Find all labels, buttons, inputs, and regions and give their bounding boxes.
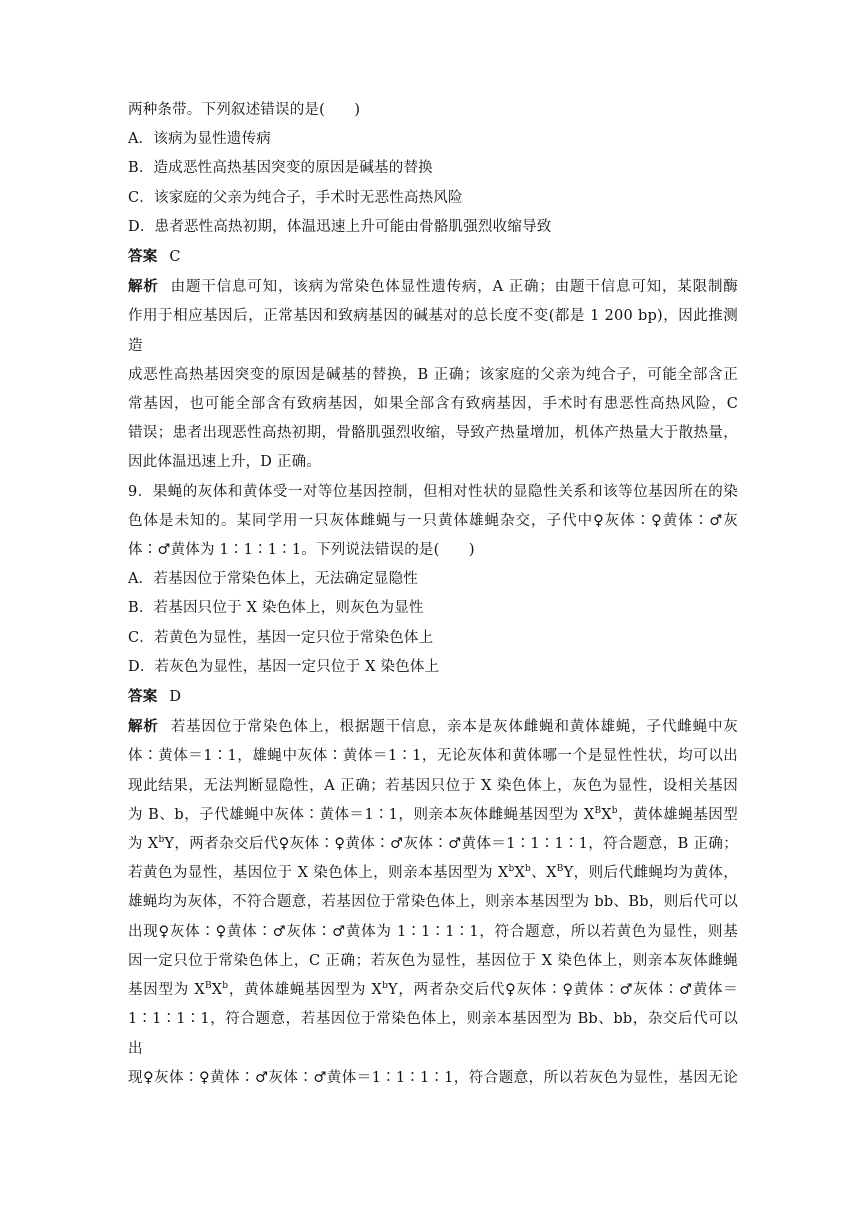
q8-answer [128,242,738,272]
q8-analysis-line-2: 作用于相应基因后，正常基因和致病基因的碱基对的总长度不变(都是 1 200 bp)，因此推测造 [128,308,738,354]
q9-stem-line-1: 9．果蝇的灰体和黄体受一对等位基因控制，但相对性状的显隐性关系和该等位基因所在的染 [128,483,738,500]
analysis-text: 若基因位于常染色体上，根据题干信息，亲本是灰体雌蝇和黄体雄蝇，子代雌蝇中灰 [170,719,738,736]
q9-analysis-line-9: 因一定只位于常染色体上，C 正确；若灰色为显性，基因位于 X 染色体上，则亲本灰体雌蝇 [128,952,738,969]
superscript: B [594,806,602,817]
q9-analysis-line-12: 现♀灰体∶♀黄体∶♂灰体∶♂黄体＝1∶1∶1∶1，符合题意，所以若灰色为显性，基因无论 [128,1069,738,1086]
q8-analysis-line-6: 因此体温迅速上升，D 正确。 [128,454,322,471]
q9-analysis-line-8: 出现♀灰体∶♀黄体∶♂灰体∶♂黄体为 1∶1∶1∶1，符合题意，所以若黄色为显性，则基 [128,923,738,940]
answer-value: D [169,689,182,706]
analysis-text: ，黄体雄蝇基因型 [617,806,738,823]
analysis-label: 解析 [128,718,159,736]
analysis-label: 解析 [128,278,159,296]
q9-analysis-line-2: 体∶黄体＝1∶1，雄蝇中灰体∶黄体＝1∶1，无论灰体和黄体哪一个是显性性状，均可以出 [128,748,738,765]
analysis-text: 、X [530,865,557,882]
analysis-text: X [601,806,612,823]
analysis-text: X [514,865,526,882]
superscript: B [556,864,564,875]
q9-stem-line-3: 体∶♂黄体为 1∶1∶1∶1。下列说法错误的是( ) [128,542,475,559]
analysis-text: 为 X [128,836,159,853]
analysis-text: X [211,982,223,999]
q8-analysis-line-4: 常基因，也可能全部含有致病基因，如果全部含有致病基因，手术时有患恶性高热风险，C [128,396,738,413]
q9-analysis-line-7: 雄蝇均为灰体，不符合题意，若基因位于常染色体上，则亲本基因型为 bb、Bb，则后代可以 [128,894,738,911]
document-page [128,96,738,1093]
superscript: b [508,864,515,875]
analysis-text: Y，两者杂交后代♀灰体∶♀黄体∶♂灰体∶♂黄体＝ [388,982,738,999]
q9-analysis-line-3: 现此结果，无法判断显隐性，A 正确；若基因只位于 X 染色体上，灰色为显性，设相关基因 [128,777,738,794]
q8-analysis-line-1 [128,272,738,302]
q9-option-c: C．若黄色为显性，基因一定只位于常染色体上 [128,629,434,646]
q9-analysis-line-11: 1∶1∶1∶1，符合题意，若基因位于常染色体上，则亲本基因型为 Bb、bb，杂交后代可以出 [128,1011,738,1057]
q9-analysis-line-4 [128,801,738,830]
q9-option-d: D．若灰色为显性，基因一定只位于 X 染色体上 [128,658,440,675]
analysis-text: 基因型为 X [128,982,205,999]
q9-answer [128,682,738,712]
answer-value: C [169,249,181,266]
q9-option-b: B．若基因只位于 X 染色体上，则灰色为显性 [128,600,424,617]
analysis-text: 若黄色为显性，基因位于 X 染色体上，则亲本基因型为 X [128,865,509,882]
superscript: b [158,835,165,846]
answer-label: 答案 [128,248,158,266]
q8-option-c: C．该家庭的父亲为纯合子，手术时无恶性高热风险 [128,189,463,206]
q9-analysis-line-10 [128,976,738,1005]
superscript: b [525,864,531,875]
superscript: b [611,806,618,817]
q8-analysis-line-5: 错误；患者出现恶性高热初期，骨骼肌强烈收缩，导致产热量增加，机体产热量大于散热量， [128,425,738,442]
analysis-text: Y，则后代雌蝇均为黄体， [563,865,738,882]
answer-label: 答案 [128,688,158,706]
q8-analysis-line-3: 成恶性高热基因突变的原因是碱基的替换，B 正确；该家庭的父亲为纯合子，可能全部含正 [128,366,738,383]
superscript: B [204,981,212,992]
q9-analysis-line-1 [128,712,738,742]
q9-stem-line-2: 色体是未知的。某同学用一只灰体雌蝇与一只黄体雄蝇杂交，子代中♀灰体∶♀黄体∶♂灰 [128,512,738,529]
analysis-text: 由题干信息可知，该病为常染色体显性遗传病，A 正确；由题干信息可知，某限制酶 [170,279,738,296]
superscript: b [222,981,229,992]
superscript: b [382,981,389,992]
analysis-text: 为 B、b，子代雄蝇中灰体∶黄体＝1∶1，则亲本灰体雌蝇基因型为 X [128,806,595,823]
q9-option-a: A．若基因位于常染色体上，无法确定显隐性 [128,571,418,588]
q9-analysis-line-6 [128,859,738,888]
q8-option-a: A．该病为显性遗传病 [128,131,271,148]
q9-analysis-line-5 [128,830,738,859]
q8-stem-tail: 两种条带。下列叙述错误的是( ) [128,102,361,118]
analysis-text: ，黄体雄蝇基因型为 X [228,982,383,999]
analysis-text: Y，两者杂交后代♀灰体∶♀黄体∶♂灰体∶♂黄体＝1∶1∶1∶1，符合题意，B 正确； [164,836,738,853]
q8-option-b: B．造成恶性高热基因突变的原因是碱基的替换 [128,160,433,177]
q8-option-d: D．患者恶性高热初期，体温迅速上升可能由骨骼肌强烈收缩导致 [128,218,552,235]
